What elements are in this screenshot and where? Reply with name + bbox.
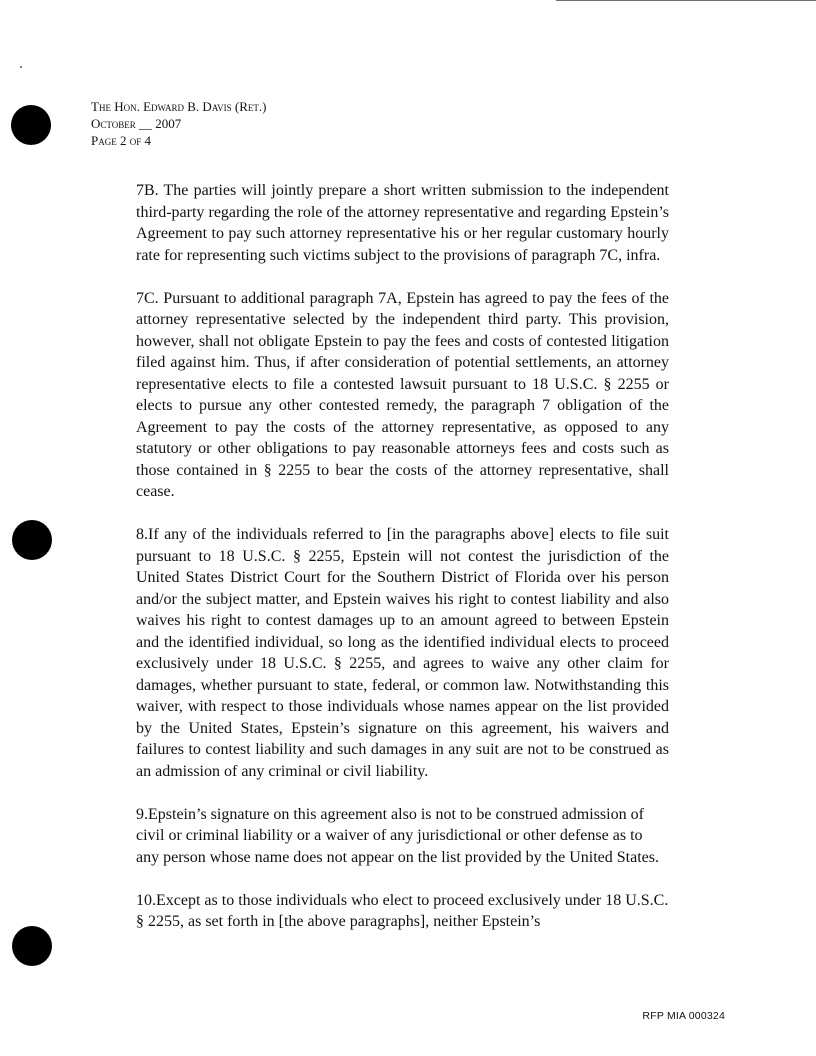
document-body	[136, 180, 669, 954]
paragraph-9: 9.Epstein’s signature on this agreement also is not to be construed admission of civil or criminal liability or a waiver of any jurisdictional or other defense as to any person whose name does not appear on the list provided by the United States.	[136, 805, 659, 866]
punch-hole-middle	[12, 520, 52, 560]
letterhead-addressee: The Hon. Edward B. Davis (Ret.)	[91, 99, 267, 114]
letterhead	[91, 98, 267, 149]
scan-speck	[20, 66, 22, 68]
paragraph-7b: 7B. The parties will jointly prepare a short written submission to the independent third-party regarding the role of the attorney representative and regarding Epstein’s Agreement to pay such attorney representative his or her regular customary hourly rate for representing such victims subject to the provisions of paragraph 7C, infra.	[136, 182, 669, 264]
paragraph-10: 10.Except as to those individuals who elect to proceed exclusively under 18 U.S.C. § 2255, as set forth in [the above paragraphs], neither Epstein’s	[136, 891, 669, 930]
punch-hole-top	[11, 105, 51, 145]
letterhead-page-number: Page 2 of 4	[91, 133, 151, 148]
paragraph-8: 8.If any of the individuals referred to [in the paragraphs above] elects to file suit pursuant to 18 U.S.C. § 2255, Epstein will not contest the jurisdiction of the United States District Court for the Southern District of Florida over his person and/or the subject matter, and Epstein waives his right to contest liability and also waives his right to contest damages up to an amount agreed to between Epstein and the identified individual, so long as the identified individual elects to proceed exclusively under 18 U.S.C. § 2255, and agrees to waive any other claim for damages, whether pursuant to state, federal, or common law. Notwithstanding this waiver, with respect to those individuals whose names appear on the list provided by the United States, Epstein’s signature on this agreement, his waivers and failures to contest liability and such damages in any suit are not to be construed as an admission of any criminal or civil liability.	[136, 526, 669, 780]
paragraph-7c: 7C. Pursuant to additional paragraph 7A, Epstein has agreed to pay the fees of the attorney representative selected by the independent third party. This provision, however, shall not obligate Epstein to pay the fees and costs of contested litigation filed against him. Thus, if after consideration of potential settlements, an attorney representative elects to file a contested lawsuit pursuant to 18 U.S.C. § 2255 or elects to pursue any other contested remedy, the paragraph 7 obligation of the Agreement to pay the costs of the attorney representative, as opposed to any statutory or other obligations to pay reasonable attorneys fees and costs such as those contained in § 2255 to bear the costs of the attorney representative, shall cease.	[136, 289, 669, 500]
bates-number: RFP MIA 000324	[642, 1010, 725, 1022]
scan-edge-rule	[556, 0, 816, 1]
punch-hole-bottom	[12, 926, 52, 966]
letterhead-date: October __ 2007	[91, 116, 182, 131]
